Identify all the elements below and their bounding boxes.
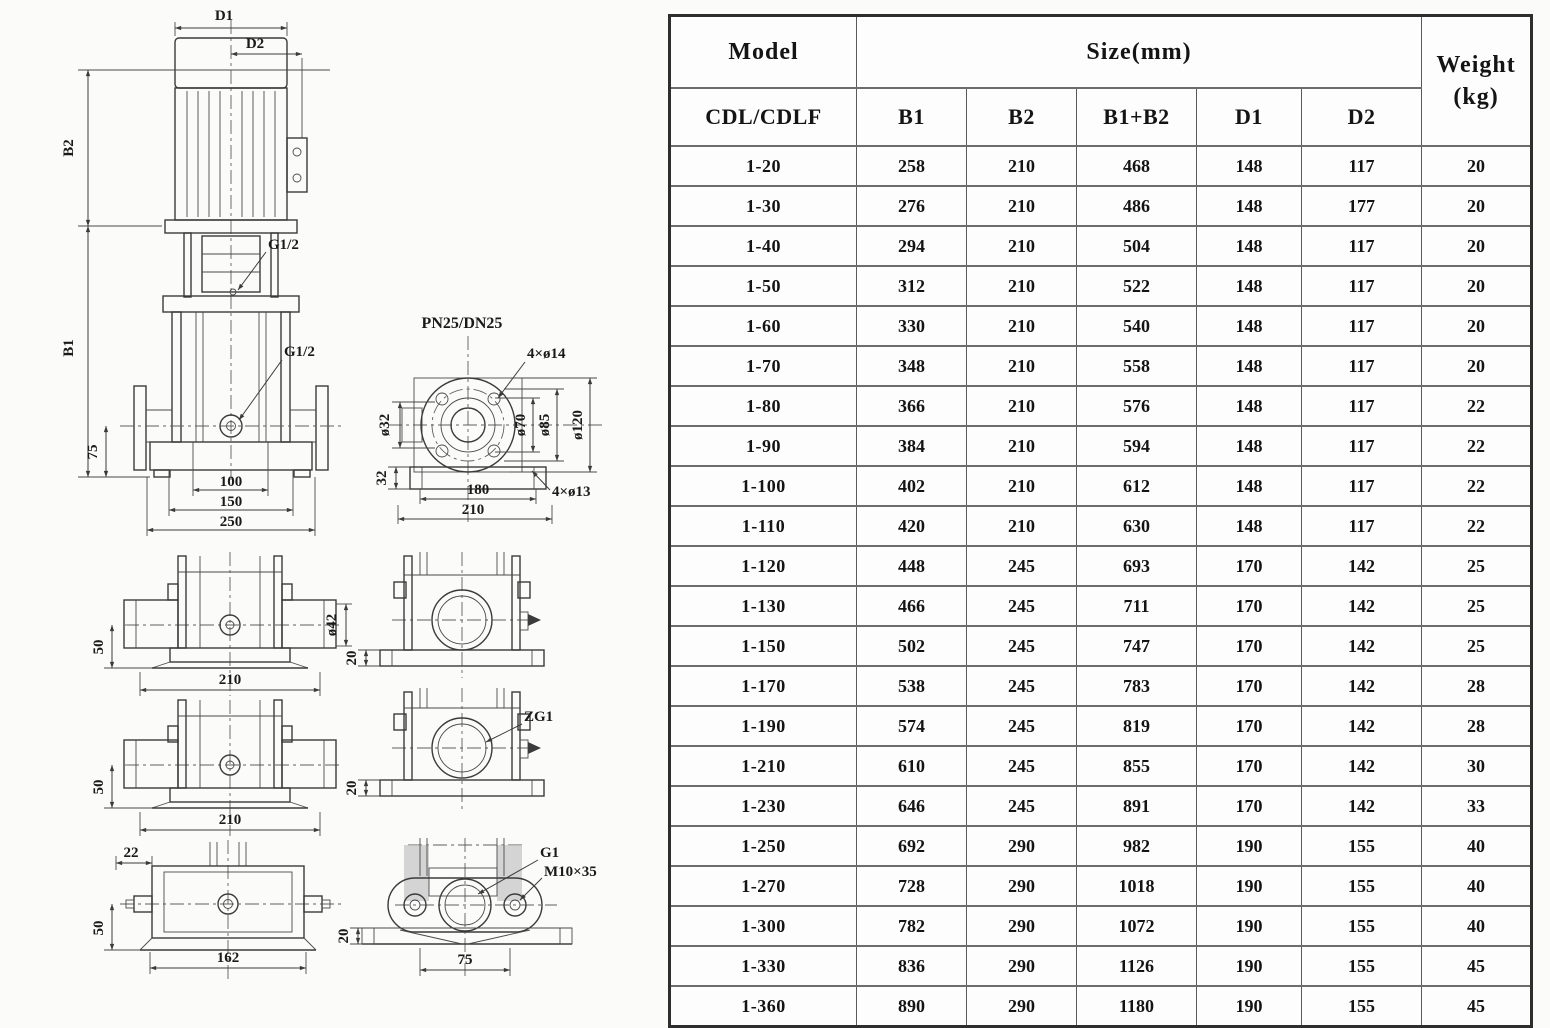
table-row: [670, 866, 1532, 906]
cell-d2: 155: [1302, 826, 1422, 866]
cell-model: 1-50: [670, 266, 857, 306]
header-col-d1: D1: [1197, 88, 1302, 146]
cell-b2: 245: [967, 746, 1077, 786]
cell-b1: 836: [857, 946, 967, 986]
cell-weight: 25: [1422, 546, 1532, 586]
dim-label-dia120: ø120: [570, 410, 586, 440]
cell-b1: 258: [857, 146, 967, 186]
cell-b2: 210: [967, 226, 1077, 266]
cell-weight: 22: [1422, 506, 1532, 546]
cell-d1: 148: [1197, 226, 1302, 266]
cell-weight: 25: [1422, 586, 1532, 626]
table-row: [670, 226, 1532, 266]
dim-label-100: 100: [219, 474, 243, 490]
dim-label-dia32: ø32: [377, 413, 393, 437]
label-g12-coupling: G1/2: [268, 237, 299, 253]
pump-port-view-1: [344, 552, 544, 678]
table-row: [670, 826, 1532, 866]
dim-label-180: 180: [466, 482, 490, 498]
cell-d1: 148: [1197, 146, 1302, 186]
cell-b1: 692: [857, 826, 967, 866]
cell-d2: 117: [1302, 426, 1422, 466]
cell-b1b2: 1018: [1077, 866, 1197, 906]
cell-b2: 290: [967, 986, 1077, 1027]
cell-b1b2: 576: [1077, 386, 1197, 426]
cell-b2: 290: [967, 906, 1077, 946]
cell-d1: 170: [1197, 706, 1302, 746]
cell-b1b2: 612: [1077, 466, 1197, 506]
cell-b1: 312: [857, 266, 967, 306]
cell-b1b2: 630: [1077, 506, 1197, 546]
dim-label-dia85: ø85: [537, 413, 553, 437]
cell-b2: 245: [967, 586, 1077, 626]
cell-b1: 348: [857, 346, 967, 386]
cell-d1: 190: [1197, 906, 1302, 946]
cell-model: 1-330: [670, 946, 857, 986]
label-pn25-dn25: PN25/DN25: [421, 315, 503, 332]
dim-label-210-flange: 210: [461, 502, 485, 518]
dim-label-22: 22: [123, 845, 139, 861]
table-row: [670, 586, 1532, 626]
dim-label-20-b: 20: [344, 780, 360, 796]
dim-label-50-b: 50: [91, 779, 107, 795]
cell-model: 1-210: [670, 746, 857, 786]
cell-b2: 210: [967, 306, 1077, 346]
cell-b2: 245: [967, 666, 1077, 706]
cell-d1: 190: [1197, 826, 1302, 866]
dim-label-dia42: ø42: [324, 613, 340, 637]
cell-model: 1-40: [670, 226, 857, 266]
cell-weight: 40: [1422, 906, 1532, 946]
cell-d1: 148: [1197, 426, 1302, 466]
cell-b1b2: 819: [1077, 706, 1197, 746]
pump-side-view-1: [91, 552, 352, 696]
header-series: CDL/CDLF: [670, 88, 857, 146]
cell-b1b2: 540: [1077, 306, 1197, 346]
cell-d2: 142: [1302, 546, 1422, 586]
cell-weight: 45: [1422, 986, 1532, 1027]
cell-b1: 366: [857, 386, 967, 426]
cell-d1: 148: [1197, 306, 1302, 346]
cell-d2: 142: [1302, 706, 1422, 746]
cell-weight: 25: [1422, 626, 1532, 666]
table-row: [670, 146, 1532, 186]
cell-d1: 148: [1197, 506, 1302, 546]
header-model: Model: [670, 16, 857, 89]
cell-b1: 502: [857, 626, 967, 666]
cell-weight: 28: [1422, 666, 1532, 706]
cell-b1: 646: [857, 786, 967, 826]
table-row: [670, 706, 1532, 746]
header-size-mm: Size(mm): [857, 16, 1422, 89]
cell-b1b2: 747: [1077, 626, 1197, 666]
cell-model: 1-120: [670, 546, 857, 586]
cell-d1: 148: [1197, 266, 1302, 306]
cell-d1: 190: [1197, 866, 1302, 906]
dim-label-210-a: 210: [218, 672, 242, 688]
cell-b1b2: 594: [1077, 426, 1197, 466]
cell-d2: 117: [1302, 466, 1422, 506]
label-g12-port: G1/2: [284, 344, 315, 360]
table-row: [670, 786, 1532, 826]
table-row: [670, 186, 1532, 226]
table-row: [670, 506, 1532, 546]
label-m10x35: M10×35: [544, 864, 597, 880]
dim-label-dia70: ø70: [513, 413, 529, 437]
cell-d2: 117: [1302, 346, 1422, 386]
cell-b1b2: 693: [1077, 546, 1197, 586]
cell-weight: 28: [1422, 706, 1532, 746]
cell-d1: 170: [1197, 746, 1302, 786]
table-row: [670, 266, 1532, 306]
cell-d2: 155: [1302, 986, 1422, 1027]
cell-d2: 142: [1302, 586, 1422, 626]
dim-label-50-a: 50: [91, 639, 107, 655]
cell-weight: 20: [1422, 346, 1532, 386]
oval-flange-view: [336, 838, 597, 976]
cell-d1: 170: [1197, 666, 1302, 706]
table-row: [670, 306, 1532, 346]
cell-d2: 177: [1302, 186, 1422, 226]
cell-b1b2: 783: [1077, 666, 1197, 706]
cell-model: 1-20: [670, 146, 857, 186]
table-row: [670, 906, 1532, 946]
cell-weight: 20: [1422, 266, 1532, 306]
cell-b1b2: 486: [1077, 186, 1197, 226]
header-weight: [1422, 16, 1532, 147]
pump-side-view-2: [91, 700, 340, 836]
cell-d2: 142: [1302, 746, 1422, 786]
dim-label-d2: D2: [245, 36, 265, 52]
label-zg1: ZG1: [524, 709, 554, 725]
table-row: [670, 946, 1532, 986]
cell-d2: 117: [1302, 386, 1422, 426]
cell-weight: 22: [1422, 386, 1532, 426]
cell-model: 1-250: [670, 826, 857, 866]
cell-b2: 290: [967, 866, 1077, 906]
dim-label-162: 162: [216, 950, 240, 966]
cell-b1: 574: [857, 706, 967, 746]
cell-b1b2: 855: [1077, 746, 1197, 786]
cell-b1: 420: [857, 506, 967, 546]
cell-d1: 148: [1197, 466, 1302, 506]
cell-model: 1-80: [670, 386, 857, 426]
cell-d1: 148: [1197, 186, 1302, 226]
cell-d1: 170: [1197, 546, 1302, 586]
cell-b2: 210: [967, 386, 1077, 426]
dim-label-250: 250: [219, 514, 243, 530]
dim-label-50-c: 50: [91, 920, 107, 936]
cell-b1: 890: [857, 986, 967, 1027]
cell-model: 1-100: [670, 466, 857, 506]
table-row: [670, 546, 1532, 586]
cell-weight: 22: [1422, 466, 1532, 506]
cell-weight: 33: [1422, 786, 1532, 826]
dim-label-d1: D1: [214, 8, 234, 24]
cell-model: 1-110: [670, 506, 857, 546]
dim-label-150: 150: [219, 494, 243, 510]
cell-b1b2: 504: [1077, 226, 1197, 266]
cell-weight: 20: [1422, 226, 1532, 266]
dim-label-75: 75: [85, 444, 101, 460]
cell-b1: 294: [857, 226, 967, 266]
cell-model: 1-150: [670, 626, 857, 666]
cell-weight: 40: [1422, 866, 1532, 906]
cell-b1b2: 1180: [1077, 986, 1197, 1027]
cell-model: 1-90: [670, 426, 857, 466]
cell-b1: 330: [857, 306, 967, 346]
cell-b1: 384: [857, 426, 967, 466]
header-weight-unit: (kg): [1453, 84, 1499, 110]
cell-d2: 142: [1302, 666, 1422, 706]
label-bolts-4x14: 4×ø14: [527, 346, 566, 362]
cell-d1: 170: [1197, 586, 1302, 626]
cell-b2: 210: [967, 346, 1077, 386]
dim-label-210-b: 210: [218, 812, 242, 828]
pump-port-view-2: [344, 688, 553, 812]
cell-b1: 276: [857, 186, 967, 226]
cell-weight: 22: [1422, 426, 1532, 466]
cell-d1: 170: [1197, 786, 1302, 826]
spec-table-body: [670, 146, 1532, 1027]
dim-label-75-b: 75: [457, 952, 473, 968]
label-bolts-4x13: 4×ø13: [552, 484, 591, 500]
cell-model: 1-230: [670, 786, 857, 826]
table-row: [670, 986, 1532, 1027]
cell-model: 1-190: [670, 706, 857, 746]
cell-b1b2: 468: [1077, 146, 1197, 186]
cell-b1: 728: [857, 866, 967, 906]
cell-b1: 402: [857, 466, 967, 506]
cell-b1b2: 522: [1077, 266, 1197, 306]
cell-b1b2: 982: [1077, 826, 1197, 866]
cell-weight: 45: [1422, 946, 1532, 986]
cell-b2: 245: [967, 626, 1077, 666]
cell-b2: 210: [967, 146, 1077, 186]
cell-model: 1-60: [670, 306, 857, 346]
header-col-b1b2: B1+B2: [1077, 88, 1197, 146]
header-col-b1: B1: [857, 88, 967, 146]
pump-front-view: [61, 8, 345, 536]
cell-b1b2: 1072: [1077, 906, 1197, 946]
cell-model: 1-170: [670, 666, 857, 706]
cell-b2: 210: [967, 266, 1077, 306]
pump-base-view: [91, 840, 345, 980]
cell-b2: 290: [967, 826, 1077, 866]
cell-b1b2: 1126: [1077, 946, 1197, 986]
dim-label-20-c: 20: [336, 928, 352, 944]
cell-weight: 20: [1422, 146, 1532, 186]
spec-table: [668, 14, 1533, 1028]
cell-b2: 290: [967, 946, 1077, 986]
cell-model: 1-30: [670, 186, 857, 226]
cell-b1b2: 558: [1077, 346, 1197, 386]
dim-label-b2: B2: [61, 139, 77, 157]
table-row: [670, 466, 1532, 506]
cell-b2: 210: [967, 506, 1077, 546]
table-row: [670, 666, 1532, 706]
cell-d1: 190: [1197, 986, 1302, 1027]
dim-label-b1: B1: [61, 339, 77, 357]
cell-b1: 538: [857, 666, 967, 706]
cell-b1b2: 891: [1077, 786, 1197, 826]
cell-d1: 190: [1197, 946, 1302, 986]
cell-d2: 142: [1302, 626, 1422, 666]
table-row: [670, 746, 1532, 786]
cell-model: 1-270: [670, 866, 857, 906]
cell-b2: 210: [967, 426, 1077, 466]
cell-d2: 142: [1302, 786, 1422, 826]
cell-weight: 30: [1422, 746, 1532, 786]
header-col-b2: B2: [967, 88, 1077, 146]
cell-b1: 466: [857, 586, 967, 626]
cell-b2: 245: [967, 706, 1077, 746]
cell-d2: 117: [1302, 306, 1422, 346]
cell-b1: 782: [857, 906, 967, 946]
cell-b2: 210: [967, 186, 1077, 226]
cell-model: 1-130: [670, 586, 857, 626]
table-row: [670, 346, 1532, 386]
cell-b1b2: 711: [1077, 586, 1197, 626]
cell-d2: 155: [1302, 946, 1422, 986]
cell-weight: 40: [1422, 826, 1532, 866]
cell-d2: 155: [1302, 906, 1422, 946]
cell-d2: 117: [1302, 266, 1422, 306]
cell-b1: 448: [857, 546, 967, 586]
header-col-d2: D2: [1302, 88, 1422, 146]
cell-model: 1-360: [670, 986, 857, 1027]
table-row: [670, 426, 1532, 466]
cell-model: 1-300: [670, 906, 857, 946]
cell-d1: 170: [1197, 626, 1302, 666]
cell-d1: 148: [1197, 386, 1302, 426]
table-row: [670, 626, 1532, 666]
cell-b1: 610: [857, 746, 967, 786]
cell-b2: 245: [967, 786, 1077, 826]
cell-d2: 117: [1302, 506, 1422, 546]
dim-label-32: 32: [374, 470, 390, 486]
table-row: [670, 386, 1532, 426]
dim-label-20-a: 20: [344, 650, 360, 666]
cell-b2: 210: [967, 466, 1077, 506]
pump-dimension-drawings: [0, 0, 660, 1000]
cell-weight: 20: [1422, 186, 1532, 226]
flange-top-view: [374, 315, 602, 524]
cell-model: 1-70: [670, 346, 857, 386]
cell-d2: 117: [1302, 226, 1422, 266]
header-weight-label: Weight: [1436, 51, 1516, 78]
cell-d2: 117: [1302, 146, 1422, 186]
label-g1: G1: [540, 845, 560, 861]
cell-b2: 245: [967, 546, 1077, 586]
cell-d2: 155: [1302, 866, 1422, 906]
cell-d1: 148: [1197, 346, 1302, 386]
cell-weight: 20: [1422, 306, 1532, 346]
